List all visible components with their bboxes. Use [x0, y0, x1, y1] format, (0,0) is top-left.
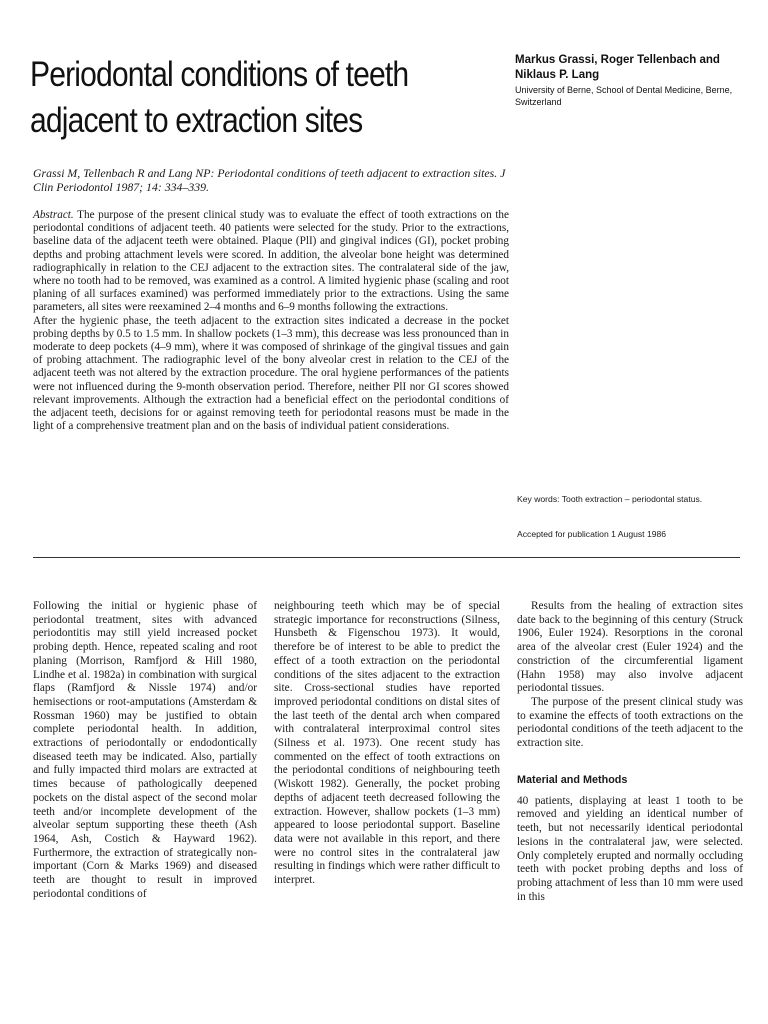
author-affiliation: University of Berne, School of Dental Medicine, Berne, Switzerland	[515, 85, 733, 107]
body-paragraph: Following the initial or hygienic phase of periodontal treatment, sites with advanced periodontitis may still yield increased pocket probing depth. Hence, repeated scaling and root planing (Morrison, Ramfjord & Hill 1980, Lindhe et al. 1982a) in combination with surgical flaps (Ramfjord & Nissle 1974) and/or hemisections or root-amputations (Amsterdam & Rossman 1960) may be justified to obtain complete periodontal health. In addition, extractions of periodontally or endodontically diseased teeth may be indicated. Also, partially and fully impacted third molars are extracted at times because of pathologically deepened pockets on the distal aspect of the second molar teeth and/or incomplete development of the alveolar septum supporting these theeth (Ash 1964, Ash, Costich & Hayward 1962). Furthermore, the extraction of strategically non-important (Corn & Marks 1969) and diseased teeth are thought to result in improved periodontal conditions of	[33, 600, 257, 900]
author-block	[515, 53, 755, 108]
abstract-paragraph-2: After the hygienic phase, the teeth adjacent to the extraction sites indicated a decrease in the pocket probing depths by 0.5 to 1.5 mm. In shallow pockets (1–3 mm), this decrease was less pronounced than in moderate to deep pockets (4–9 mm), where it was composed of shrinkage of the gingival tissues and gain of probing attachment. The radiographic level of the bony alveolar crest in relation to the CEJ of the adjacent teeth was not altered by the extraction procedure. The oral hygiene performances of the patients were not influenced during the 9-month observation period. Therefore, neither PlI nor GI scores showed relevant improvements. Although the extraction had a beneficial effect on the periodontal conditions of the adjacent teeth, decisions for or against removing teeth for periodontal reasons must be made in the light of a comprehensive treatment plan and on the basis of individual patient considerations.	[33, 314, 509, 433]
body-paragraph: neighbouring teeth which may be of special strategic importance for reconstructions (Silness, Hunsbeth & Figenschou 1973). It would, therefore be of interest to be able to predict the effect of a tooth extraction on the periodontal conditions of the sites adjacent to the extraction site. Cross-sectional studies have reported improved periodontal conditions on distal sites of the last teeth of the dental arch when compared with contralateral interproximal control sites (Silness et al. 1973). One recent study has commented on the effect of tooth extractions on the periodontal conditions of neighbouring teeth (Wiskott 1982). Generally, the pocket probing depths of adjacent teeth decreased following the extraction. However, shallow pockets (1–3 mm) appeared to loose periodontal support. Baseline data were not available in this report, and there were no control sites in the contralateral jaw resulting in findings which were rather difficult to interpret.	[274, 600, 500, 887]
citation-line: Grassi M, Tellenbach R and Lang NP: Periodontal conditions of teeth adjacent to extraction sites. J Clin Periodontol 1987; 14: 334–339.	[33, 166, 506, 194]
body-paragraph: The purpose of the present clinical study was to examine the effects of tooth extractions on the periodontal conditions of the teeth adjacent to the extraction site.	[517, 695, 743, 750]
abstract-text-1: The purpose of the present clinical study was to evaluate the effect of tooth extractions on the periodontal conditions of adjacent teeth. 40 patients were selected for the study. Prior to the extractions, baseline data of the adjacent teeth were obtained. Plaque (PlI) and gingival indices (GI), pocket probing depths and probing attachment levels were scored. In addition, the alveolar bone height was determined radiographically in relation to the CEJ adjacent to the extraction sites. The contralateral side of the jaw, where no tooth had to be removed, was examined as a control. A limited hygienic phase (scaling and root planing of all surfaces examined) was performed immediately prior to the extractions. Using the same parameters, all sites were reexamined 2–4 months and 6–9 months following the extractions.	[33, 209, 509, 314]
body-column-1	[33, 600, 257, 901]
body-column-2	[274, 600, 500, 888]
section-divider	[33, 557, 740, 558]
article-title: Periodontal conditions of teeth adjacent to extraction sites	[30, 55, 409, 140]
section-heading-methods: Material and Methods	[517, 773, 628, 786]
abstract-label: Abstract.	[33, 209, 74, 221]
body-paragraph: 40 patients, displaying at least 1 tooth to be removed and yielding an identical number of teeth, but not necessarily identical periodontal lesions in the contralateral jaw, were selected. Only completely erupted and normally occluding teeth with pocket probing depths and loss of probing attachment of less than 10 mm were used in this	[517, 794, 743, 903]
accepted-date: Accepted for publication 1 August 1986	[517, 529, 667, 539]
abstract-paragraph-1	[33, 209, 509, 315]
body-paragraph: Results from the healing of extraction sites date back to the beginning of this century (Struck 1906, Euler 1924). Resorptions in the coronal area of the alveolar crest (Euler 1924) and the constriction of the circumferential ligament (Hahn 1958) may also involve adjacent periodontal tissues.	[517, 600, 743, 695]
author-names: Markus Grassi, Roger Tellenbach and Niklaus P. Lang	[515, 54, 720, 81]
abstract	[33, 209, 509, 433]
body-column-3	[517, 600, 743, 904]
key-words: Key words: Tooth extraction – periodontal status.	[517, 494, 703, 504]
